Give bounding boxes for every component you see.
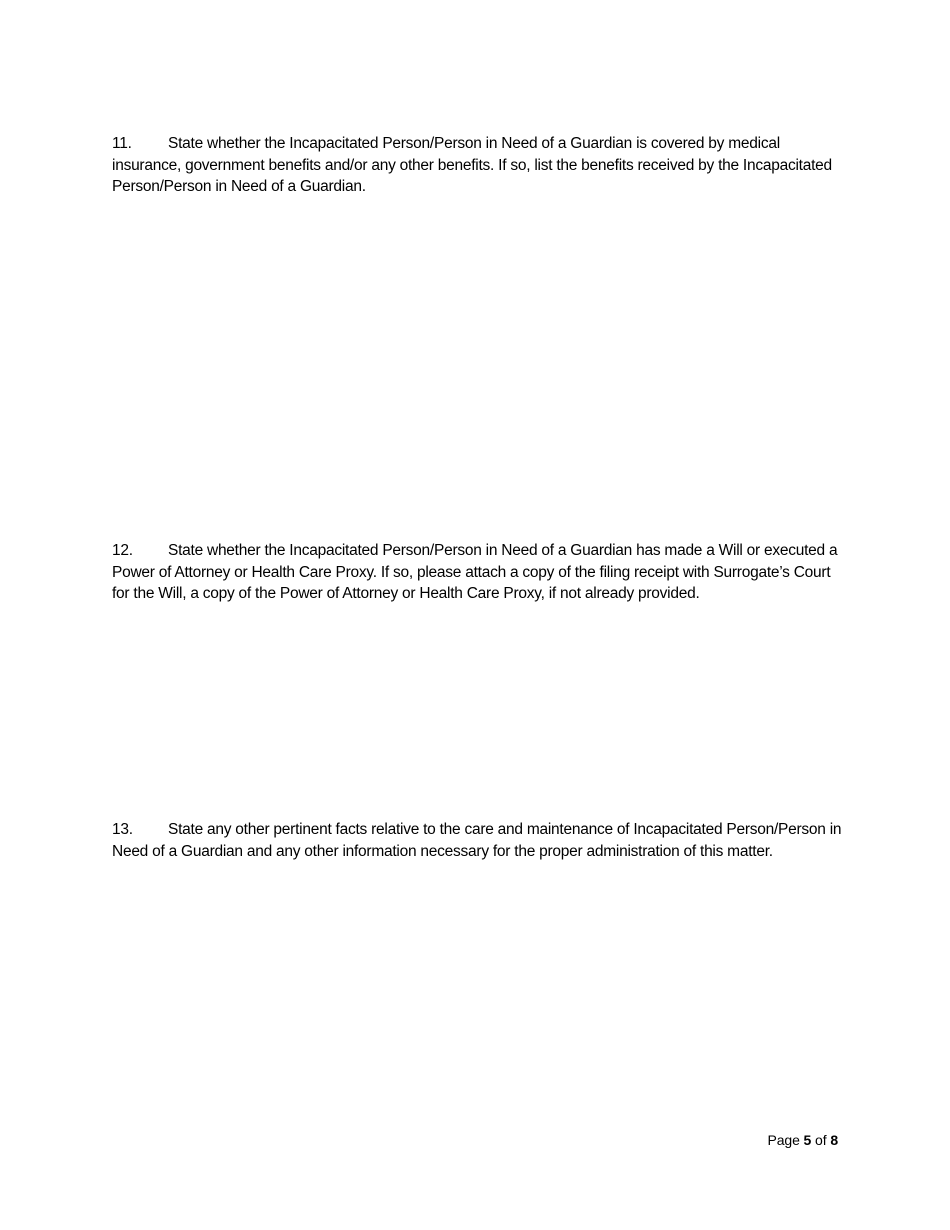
answer-area-12[interactable] <box>112 630 842 810</box>
question-text: State whether the Incapacitated Person/Person in Need of a Guardian is covered by medical insurance, government benefits and/or any other benefits. If so, list the benefits received by the Incapacitated Person/Person in Need of a Guardian. <box>112 135 832 195</box>
question-text: State whether the Incapacitated Person/Person in Need of a Guardian has made a Will or executed a Power of Attorney or Health Care Proxy. If so, please attach a copy of the filing receipt with Surrogate’s Court for the Will, a copy of the Power of Attorney or Health Care Proxy, if not already provided. <box>112 542 838 602</box>
question-12 <box>112 540 842 605</box>
page-number-footer <box>767 1132 838 1148</box>
question-13 <box>112 819 842 862</box>
question-number: 11. <box>112 135 132 152</box>
current-page-number: 5 <box>803 1132 812 1148</box>
answer-area-13[interactable] <box>112 885 842 1125</box>
question-number: 13. <box>112 821 133 838</box>
question-text: State any other pertinent facts relative to the care and maintenance of Incapacitated Person/Person in Need of a Guardian and any other information necessary for the proper administration of this matter. <box>112 821 842 860</box>
answer-area-11[interactable] <box>112 200 842 530</box>
page-label: Page <box>767 1132 800 1148</box>
of-label: of <box>815 1132 827 1148</box>
question-number: 12. <box>112 542 133 559</box>
total-pages-number: 8 <box>830 1132 838 1148</box>
question-11 <box>112 133 842 198</box>
